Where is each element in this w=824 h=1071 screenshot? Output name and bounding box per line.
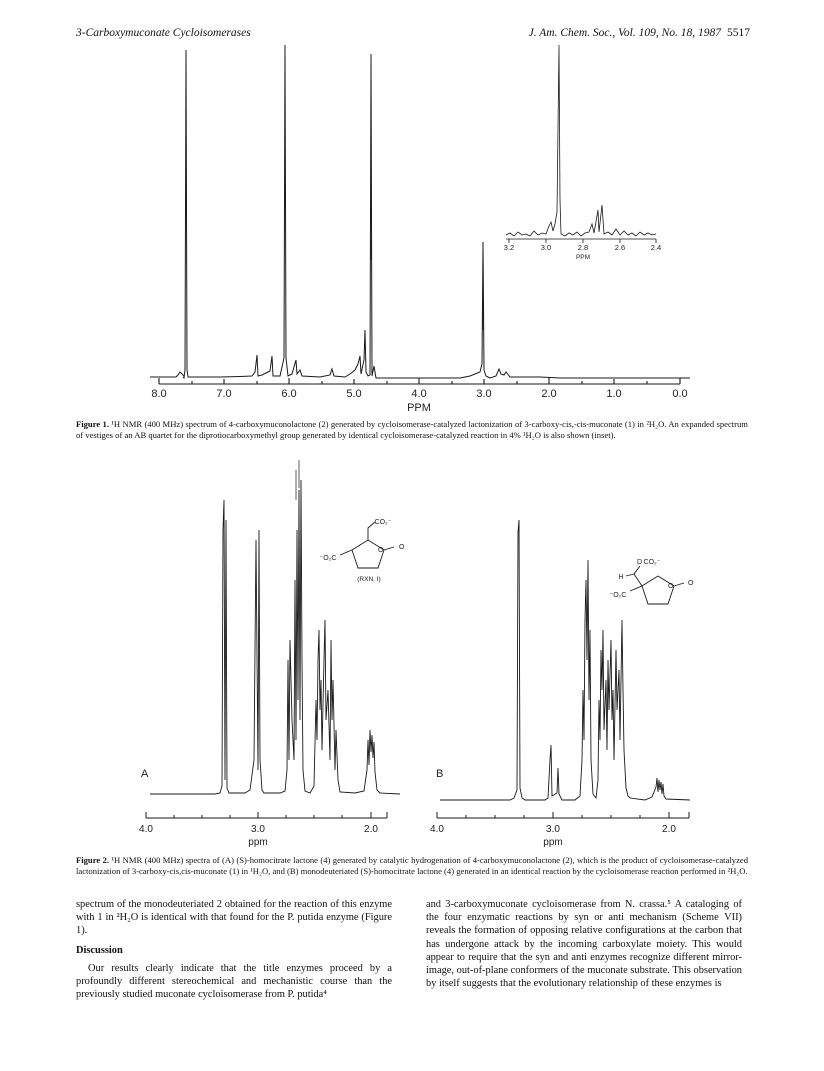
inset-tick-label: 2.6 — [614, 243, 626, 252]
axis-tick-label: 2.0 — [541, 388, 557, 400]
journal-citation: J. Am. Chem. Soc., Vol. 109, No. 18, 1987 — [528, 27, 721, 39]
paragraph: spectrum of the monodeuteriated 2 obtained for the reaction of this enzyme with 1 in ²H₂O is identical with that found for the P. putida enzyme (Figure 1). — [76, 899, 392, 937]
section-heading: Discussion — [76, 944, 123, 956]
inset-tick-label: 3.2 — [503, 243, 515, 252]
panel-a-trace — [150, 480, 400, 794]
figure2-caption — [76, 855, 748, 877]
inset-axis-label: PPM — [575, 254, 591, 261]
axis-tick-label: 2.0 — [364, 824, 378, 835]
axis-title: ppm — [248, 837, 268, 848]
axis-tick-label: 5.0 — [346, 388, 362, 400]
axis-tick-label: 3.0 — [546, 824, 560, 835]
carbonyl-oxygen-label: O — [399, 544, 405, 551]
axis-tick-label: 6.0 — [281, 388, 297, 400]
carboxylate-label: ⁻O₂C — [609, 592, 627, 599]
right-column — [426, 898, 742, 990]
figure1-spectrum — [0, 0, 824, 420]
axis-tick-label: 7.0 — [216, 388, 232, 400]
axis-tick-label: 8.0 — [151, 388, 167, 400]
caption-label: Figure 1. — [76, 419, 109, 429]
caption-label: Figure 2. — [76, 855, 110, 865]
caption-text: ¹H NMR (400 MHz) spectrum of 4-carboxymuconolactone (2) generated by cycloisomerase-catalyzed lactonization of 3-carboxy-cis,-cis-muconate (1) in ²H₂O. An expanded spectrum of vestiges of an AB quartet for the diprotiocarboxymethyl group generated by identical cycloisomerase-catalyzed reaction in 4% ¹H₂O is also shown (inset). — [76, 419, 748, 440]
inset-tick-label: 3.0 — [540, 243, 552, 252]
axis-tick-label: 1.0 — [606, 388, 622, 400]
deuterium-label: D — [637, 559, 643, 566]
panel-b-axis — [430, 812, 689, 848]
figure1-axis — [151, 378, 687, 414]
panel-b-label: B — [436, 768, 444, 780]
figure1-caption — [76, 419, 748, 441]
panel-a-label: A — [141, 768, 149, 780]
hydrogen-label: H — [618, 574, 624, 581]
figure1-trace — [150, 45, 690, 378]
carboxylate-label: ⁻O₂C — [319, 555, 337, 562]
ring-oxygen-label: O — [668, 583, 674, 590]
carboxylate-label: CO₂⁻ — [643, 559, 661, 566]
left-column — [76, 898, 392, 1001]
axis-title: ppm — [543, 837, 563, 848]
running-header-title: 3-Carboxymuconate Cycloisomerases — [76, 27, 251, 39]
axis-tick-label: 4.0 — [430, 824, 444, 835]
figure2-spectra — [0, 460, 824, 860]
inset-tick-label: 2.4 — [650, 243, 662, 252]
inset-tick-label: 2.8 — [577, 243, 589, 252]
caption-text: ¹H NMR (400 MHz) spectra of (A) (S)-homocitrate lactone (4) generated by catalytic hydrogenation of 4-carboxymuconolactone (2), which is the product of cycloisomerase-catalyzed lactonization of 3-carboxy-cis,cis-muconate (1) in ¹H₂O, and (B) monodeuteriated (S)-homocitrate lactone (4) generated in an identical reaction by the cycloisomerase reaction performed in ²H₂O. — [76, 855, 748, 876]
figure1-inset — [504, 45, 661, 261]
structure-a-label: (RXN. I) — [357, 576, 381, 583]
structure-b — [626, 566, 684, 604]
paragraph: Our results clearly indicate that the title enzymes proceed by a profoundly different stereochemical and mechanistic course than the previously studied muconate cycloisomerase from P. putida⁴ — [76, 962, 392, 1001]
axis-tick-label: 3.0 — [251, 824, 265, 835]
axis-title: PPM — [407, 402, 431, 414]
page-number: 5517 — [727, 27, 750, 39]
carbonyl-oxygen-label: O — [688, 580, 694, 587]
axis-tick-label: 2.0 — [662, 824, 676, 835]
axis-tick-label: 0.0 — [672, 388, 688, 400]
axis-tick-label: 3.0 — [476, 388, 492, 400]
structure-a — [340, 522, 394, 568]
paragraph: and 3-carboxymuconate cycloisomerase from N. crassa.⁵ A cataloging of the four enzymatic reactions by syn or anti mechanism (Scheme VII) reveals the formation of opposing relative configurations at the carbon that has undergone attack by the incoming carboxylate moiety. This would appear to require that the syn and anti enzymes recognize different mirror-image, out-of-plane conformers of the muconate substrate. This observation by itself suggests that the evolutionary relationship of these enzymes is — [426, 899, 742, 990]
panel-a-axis — [139, 812, 387, 848]
axis-tick-label: 4.0 — [139, 824, 153, 835]
carboxylate-label: CO₂⁻ — [374, 519, 392, 526]
ring-oxygen-label: O — [378, 547, 384, 554]
axis-tick-label: 4.0 — [411, 388, 427, 400]
